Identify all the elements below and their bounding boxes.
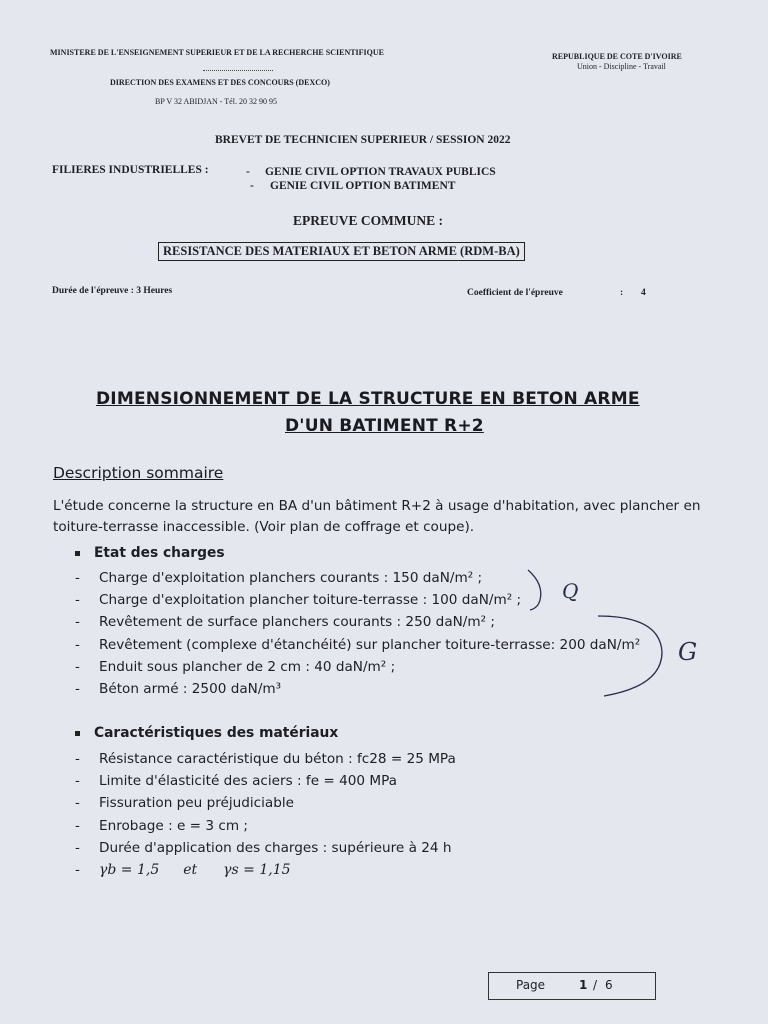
exam-duration: Durée de l'épreuve : 3 Heures <box>52 286 173 296</box>
address: BP V 32 ABIDJAN - Tél. 20 32 90 95 <box>155 97 277 106</box>
annotation-q: Q <box>562 579 579 603</box>
materials-heading: Caractéristiques des matériaux <box>75 725 338 741</box>
republic-name: REPUBLIQUE DE COTE D'IVOIRE <box>552 52 682 61</box>
bullet-icon <box>75 731 80 736</box>
page-current: 1 <box>579 978 588 992</box>
header-separator-left <box>203 70 273 71</box>
list-item: - Durée d'application des charges : supérieure à 24 h <box>75 839 452 856</box>
bullet-icon <box>75 551 80 556</box>
list-item: - Résistance caractéristique du béton : fc28 = 25 MPa <box>75 751 456 767</box>
list-item: - Revêtement de surface planchers courants : 250 daN/m² ; <box>75 614 495 631</box>
epreuve-label: EPREUVE COMMUNE : <box>293 213 443 228</box>
section-title: Description sommaire <box>53 464 224 482</box>
filiere-2: GENIE CIVIL OPTION BATIMENT <box>270 180 456 192</box>
page-indicator <box>488 972 656 1000</box>
charges-heading: Etat des charges <box>75 545 225 561</box>
intro-paragraph: L'étude concerne la structure en BA d'un bâtiment R+2 à usage d'habitation, avec plancher en toiture-terrasse inaccessible. (Voir plan de coffrage et coupe). <box>53 498 701 535</box>
national-motto: Union - Discipline - Travail <box>577 62 666 71</box>
page-total: 6 <box>605 978 613 992</box>
list-item: - Charge d'exploitation plancher toiture-terrasse : 100 daN/m² ; <box>75 592 522 609</box>
list-item: - Enrobage : e = 3 cm ; <box>75 817 248 834</box>
q-bracket <box>528 570 541 610</box>
coefficient-value: 4 <box>641 288 646 298</box>
list-item: - Béton armé : 2500 daN/m³ <box>75 680 282 697</box>
list-item: - Limite d'élasticité des aciers : fe = 400 MPa <box>75 773 398 790</box>
list-item: - Charge d'exploitation planchers courants : 150 daN/m² ; <box>75 570 483 586</box>
list-item: - Enduit sous plancher de 2 cm : 40 daN/m² ; <box>75 658 396 675</box>
coefficient-separator: : <box>620 288 624 298</box>
list-item: - Fissuration peu préjudiciable <box>75 795 295 812</box>
gamma-s: γs = 1,15 <box>223 861 291 878</box>
filiere-dash-1: - <box>246 166 250 178</box>
subject-title: RESISTANCE DES MATERIAUX ET BETON ARME (RDM-BA) <box>158 242 525 261</box>
coefficient-label: Coefficient de l'épreuve <box>467 288 563 298</box>
direction-name: DIRECTION DES EXAMENS ET DES CONCOURS (DEXCO) <box>110 78 330 87</box>
document-title-line2: D'UN BATIMENT R+2 <box>285 416 484 436</box>
filiere-1: GENIE CIVIL OPTION TRAVAUX PUBLICS <box>265 166 496 178</box>
filieres-label: FILIERES INDUSTRIELLES : <box>52 164 209 176</box>
list-item: - Revêtement (complexe d'étanchéité) sur plancher toiture-terrasse: 200 daN/m² <box>75 636 641 653</box>
page-label: Page <box>516 978 546 992</box>
handwritten-brackets <box>520 560 720 710</box>
list-item: - γb = 1,5 et γs = 1,15 <box>75 861 291 878</box>
annotation-g: G <box>678 638 698 666</box>
gamma-b: γb = 1,5 <box>99 861 160 878</box>
et-word: et <box>183 861 198 878</box>
g-bracket <box>598 616 662 696</box>
document-title-line1: DIMENSIONNEMENT DE LA STRUCTURE EN BETON ARME <box>96 389 640 409</box>
page-separator: / <box>593 978 598 992</box>
filiere-dash-2: - <box>250 180 254 192</box>
materials-list <box>75 748 456 881</box>
ministry-name: MINISTERE DE L'ENSEIGNEMENT SUPERIEUR ET DE LA RECHERCHE SCIENTIFIQUE <box>50 48 385 57</box>
exam-session: BREVET DE TECHNICIEN SUPERIEUR / SESSION 2022 <box>215 134 511 146</box>
